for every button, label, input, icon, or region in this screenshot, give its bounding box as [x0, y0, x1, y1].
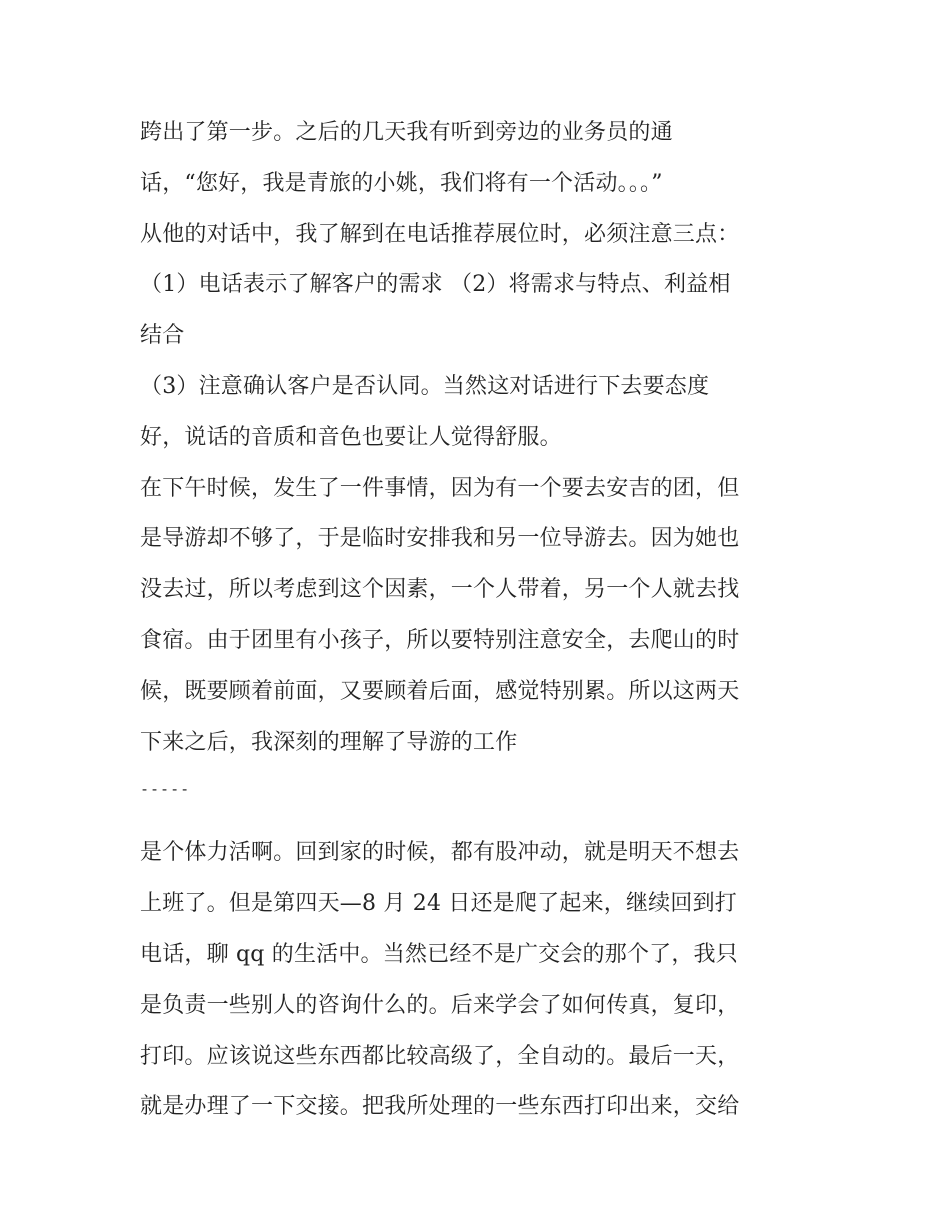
text-line: 食宿。由于团里有小孩子，所以要特别注意安全，去爬山的时	[140, 627, 740, 653]
body-text	[140, 108, 830, 1133]
text-line: 在下午时候，发生了一件事情，因为有一个要去安吉的团，但	[140, 475, 740, 501]
text-line: 是负责一些别人的咨询什么的。后来学会了如何传真，复印，	[140, 992, 740, 1018]
text-line: 就是办理了一下交接。把我所处理的一些东西打印出来，交给	[140, 1094, 740, 1120]
text-line: （1）电话表示了解客户的需求 （2）将需求与特点、利益相	[140, 272, 731, 298]
text-line: 跨出了第一步。之后的几天我有听到旁边的业务员的通	[140, 120, 673, 145]
text-line: 下来之后，我深刻的理解了导游的工作	[140, 729, 518, 755]
text-line: （3）注意确认客户是否认同。当然这对话进行下去要态度	[140, 373, 710, 399]
text-line: 从他的对话中，我了解到在电话推荐展位时，必须注意三点：	[140, 221, 740, 247]
text-line: 打印。应该说这些东西都比较高级了，全自动的。最后一天，	[140, 1043, 740, 1069]
text-line: 结合	[140, 323, 185, 349]
text-line: 没去过，所以考虑到这个因素，一个人带着，另一个人就去找	[140, 577, 740, 603]
page-separator: -----	[140, 780, 191, 799]
text-line: 好，说话的音质和音色也要让人觉得舒服。	[140, 424, 562, 450]
text-line: 上班了。但是第四天—8 月 24 日还是爬了起来，继续回到打	[140, 891, 737, 917]
text-line: 候，既要顾着前面，又要顾着后面，感觉特别累。所以这两天	[140, 678, 740, 704]
text-line: 是个体力活啊。回到家的时候，都有股冲动，就是明天不想去	[140, 840, 740, 866]
text-line: 是导游却不够了，于是临时安排我和另一位导游去。因为她也	[140, 526, 740, 552]
text-line: 电话，聊 qq 的生活中。当然已经不是广交会的那个了，我只	[140, 941, 738, 967]
text-line: 话，“您好，我是青旅的小姚，我们将有一个活动。。。”	[140, 170, 663, 196]
